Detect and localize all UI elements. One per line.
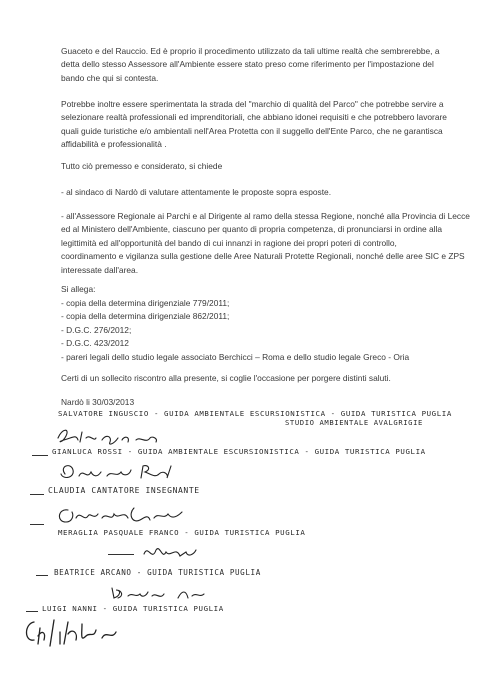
premise-text (61, 160, 471, 173)
signatory-2-name: GIANLUCA ROSSI - GUIDA AMBIENTALE ESCURSIONISTICA - GUIDA TURISTICA PUGLIA (52, 447, 426, 456)
place-date-line: Nardò li 30/03/2013 (61, 397, 135, 407)
attachments-title-line: Si allega: (61, 284, 96, 294)
signatory-2-dash (32, 455, 48, 456)
request-assessor (61, 210, 471, 277)
premise-line: Tutto ciò premesso e considerato, si chiede (61, 161, 223, 171)
attachment-item: - D.G.C. 276/2012; (61, 324, 132, 335)
signatory-3-dash (30, 494, 44, 495)
intro-line: bando che qui si contesta. (61, 72, 159, 83)
proposal-line: selezionare realtà professionali ed imprenditoriali, che abbiano idonei requisiti e che potrebbero lavorare (61, 112, 447, 123)
proposal-line: affidabilità e professionalità . (61, 139, 167, 150)
signature-6-icon (20, 614, 140, 648)
intro-line: Guaceto e del Rauccio. Ed è proprio il procedimento utilizzato da tali ultime realtà che sembrerebbe, a (61, 46, 440, 56)
signature-4-icon (140, 540, 200, 566)
request-assessor-line: ed al Ministero dell'Ambiente, ciascuno per quanto di propria competenza, di pronunciarsi in ordine alla (61, 224, 443, 235)
signatory-1-name: SALVATORE INGUSCIO - GUIDA AMBIENTALE ESCURSIONISTICA - GUIDA TURISTICA PUGLIA (58, 409, 452, 418)
intro-line: detta dello stesso Assessore all'Ambiente essere stato preso come riferimento per l'impostazione del (61, 59, 434, 70)
signatory-4-dash (108, 554, 134, 555)
signatory-3-name: CLAUDIA CANTATORE INSEGNANTE (48, 486, 200, 495)
signatory-1-studio: STUDIO AMBIENTALE AVALGRIGIE (285, 418, 423, 427)
attachment-item: - copia della determina dirigenziale 862/2011; (61, 311, 230, 322)
attachments-title (61, 283, 471, 296)
signatory-6-name: LUIGI NANNI - GUIDA TURISTICA PUGLIA (42, 604, 224, 613)
signature-5-icon (108, 582, 208, 604)
attachment-item: - pareri legali dello studio legale associato Berchicci – Roma e dello studio legale Greco - Oria (61, 351, 410, 362)
signatory-3-underline (30, 524, 44, 525)
signature-2-icon (55, 458, 185, 486)
attachment-item: - D.G.C. 423/2012 (61, 338, 129, 349)
request-mayor-line: - al sindaco di Nardò di valutare attentamente le proposte sopra esposte. (61, 187, 332, 197)
proposal-paragraph (61, 98, 471, 152)
signatory-5-name: BEATRICE ARCANO - GUIDA TURISTICA PUGLIA (54, 568, 261, 577)
signature-3-icon (54, 500, 194, 530)
request-mayor (61, 186, 471, 199)
proposal-line: Potrebbe inoltre essere sperimentata la strada del "marchio di qualità del Parco" che potrebbe servire a (61, 99, 444, 109)
signature-1-icon (52, 420, 182, 450)
proposal-line: quali guide turistiche e/o ambientali nell'Area Protetta con il suggello dell'Ente Parco, che ne garantisca (61, 125, 443, 136)
closing-line: Certi di un sollecito riscontro alla presente, si coglie l'occasione per porgere distinti saluti. (61, 373, 391, 383)
request-assessor-line: interessate dall'area. (61, 264, 139, 275)
place-date (61, 396, 471, 409)
signatory-4-name: MERAGLIA PASQUALE FRANCO - GUIDA TURISTICA PUGLIA (58, 528, 306, 537)
signatory-5-dash (36, 575, 48, 576)
request-assessor-line: - all'Assessore Regionale ai Parchi e al Dirigente al ramo della stessa Regione, nonché alla Provincia di Lecce (61, 211, 470, 221)
closing-text (61, 372, 471, 385)
attachments-list (61, 297, 471, 364)
request-assessor-line: coordinamento e vigilanza sulla gestione delle Aree Naturali Protette Regionali, nonché delle aree SIC e ZPS (61, 251, 465, 262)
attachment-item: - copia della determina dirigenziale 779/2011; (61, 298, 230, 308)
signatory-6-dash (26, 611, 38, 612)
request-assessor-line: legittimità ed all'opportunità del bando di cui innanzi in ragione dei propri poteri di controllo, (61, 237, 397, 248)
intro-paragraph (61, 45, 471, 85)
